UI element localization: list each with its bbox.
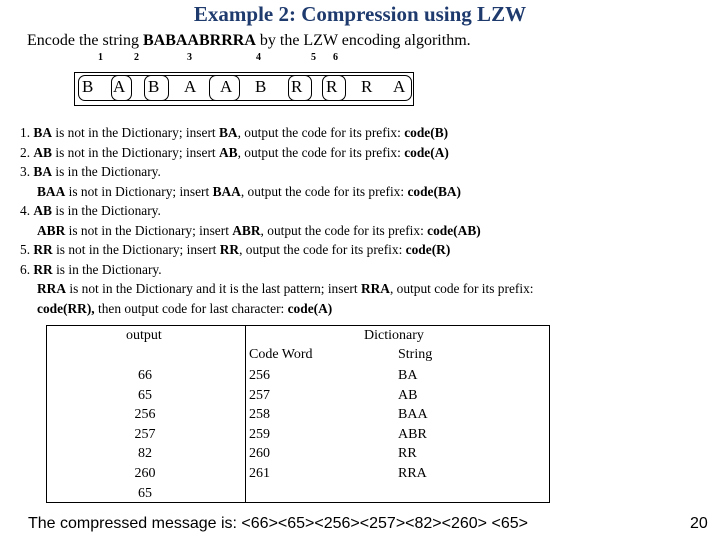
step-term: BA — [33, 164, 52, 179]
output-code: 66 — [138, 368, 152, 383]
step-line — [20, 299, 534, 319]
step-line — [20, 123, 534, 143]
step-index: 3 — [187, 52, 192, 63]
string-cell: ABR — [398, 426, 427, 442]
output-code: 65 — [138, 485, 152, 501]
step-text: 6. — [20, 261, 34, 277]
code-word-column — [249, 366, 270, 484]
step-term: BAA — [37, 183, 66, 199]
string-letter: A — [184, 77, 197, 96]
string-letter: R — [361, 77, 373, 96]
string-cell: RR — [398, 446, 417, 462]
string-column — [398, 366, 428, 484]
step-term: code(BA) — [407, 183, 462, 199]
string-cell: BAA — [398, 407, 428, 423]
intro-suffix: by the LZW encoding algorithm. — [255, 32, 471, 49]
step-index: 1 — [98, 52, 103, 63]
output-code: 82 — [138, 446, 152, 462]
step-term: code(AB) — [427, 222, 481, 238]
step-text: 2. — [20, 144, 34, 160]
code-word-cell: 261 — [249, 465, 270, 481]
step-line — [20, 221, 534, 241]
string-letter: B — [148, 77, 160, 96]
step-text: is not in the Dictionary; insert — [52, 242, 220, 257]
string-letter: R — [291, 77, 303, 96]
output-code: 260 — [134, 465, 156, 481]
slide-title: Example 2: Compression using LZW — [193, 2, 527, 26]
step-text: is in the Dictionary. — [52, 164, 161, 179]
step-term: code(RR), — [37, 300, 95, 316]
string-letter: A — [393, 77, 406, 96]
page-number: 20 — [690, 515, 708, 532]
step-term: RRA — [37, 281, 67, 296]
step-text: 3. — [20, 164, 34, 179]
string-letter: A — [113, 77, 126, 96]
step-term: code(A) — [287, 300, 333, 316]
code-word-cell: 259 — [249, 426, 270, 442]
step-term: BA — [33, 125, 52, 140]
step-line — [20, 279, 534, 299]
code-word-cell: 256 — [249, 368, 270, 383]
step-term: code(R) — [405, 242, 451, 257]
step-term: ABR — [37, 222, 66, 238]
code-word-cell: 257 — [249, 387, 270, 403]
steps-list — [20, 123, 534, 318]
step-term: BAA — [212, 183, 241, 199]
step-term: RRA — [360, 281, 390, 296]
step-text: , output the code for its prefix: — [239, 242, 406, 257]
string-letter: R — [326, 77, 338, 96]
output-column — [46, 366, 244, 503]
output-code: 257 — [134, 426, 156, 442]
step-text: is not in Dictionary; insert — [65, 183, 213, 199]
step-line — [20, 162, 534, 182]
step-term: code(B) — [404, 125, 449, 140]
step-text: is in the Dictionary. — [52, 261, 162, 277]
step-line — [20, 143, 534, 163]
step-line — [20, 260, 534, 280]
step-line — [20, 201, 534, 221]
string-letter: B — [82, 77, 94, 96]
output-code: 256 — [134, 407, 156, 423]
string-cell: AB — [398, 387, 418, 403]
dictionary-header: Dictionary — [364, 328, 424, 343]
string-cell: RRA — [398, 465, 427, 481]
code-word-cell: 260 — [249, 446, 270, 462]
output-header: output — [126, 328, 162, 343]
step-term: AB — [218, 144, 238, 160]
step-text: , output code for its prefix: — [389, 281, 534, 296]
step-term: code(A) — [404, 144, 449, 160]
step-line — [20, 240, 534, 260]
step-text: , output the code for its prefix: — [237, 125, 405, 140]
step-text: then output code for last character: — [94, 300, 288, 316]
step-text: is in the Dictionary. — [52, 203, 161, 218]
step-text: 4. — [20, 203, 34, 218]
step-text: 1. — [20, 125, 34, 140]
string-cell: BA — [398, 368, 418, 383]
step-index: 4 — [256, 52, 261, 63]
step-term: AB — [33, 144, 52, 160]
step-text: is not in the Dictionary; insert — [52, 125, 219, 140]
string-letter: A — [220, 77, 233, 96]
step-term: RR — [219, 242, 240, 257]
step-index: 2 — [134, 52, 139, 63]
step-term: AB — [33, 203, 52, 218]
step-term: RR — [33, 261, 53, 277]
step-term: BA — [218, 125, 238, 140]
step-term: ABR — [232, 222, 261, 238]
step-index: 5 — [311, 52, 316, 63]
code-word-cell: 258 — [249, 407, 270, 423]
step-text: , output the code for its prefix: — [260, 222, 428, 238]
compressed-message: The compressed message is: <66><65><256><257><82><260> <65> — [28, 515, 528, 532]
intro-prefix: Encode the string — [27, 32, 143, 49]
step-text: is not in the Dictionary and it is the last pattern; insert — [66, 281, 361, 296]
step-text: is not in the Dictionary; insert — [65, 222, 233, 238]
table-divider — [245, 326, 246, 502]
code-word-header: Code Word — [249, 347, 313, 362]
step-index: 6 — [333, 52, 338, 63]
step-text: , output the code for its prefix: — [237, 144, 405, 160]
string-header: String — [398, 347, 433, 362]
string-letter: B — [255, 77, 267, 96]
output-code: 65 — [138, 387, 152, 403]
step-term: RR — [33, 242, 53, 257]
intro-string: BABAABRRRA — [142, 32, 256, 49]
intro-text — [27, 32, 471, 50]
step-text: 5. — [20, 242, 34, 257]
step-text: is not in the Dictionary; insert — [52, 144, 219, 160]
step-text: , output the code for its prefix: — [240, 183, 408, 199]
step-line — [20, 182, 534, 202]
